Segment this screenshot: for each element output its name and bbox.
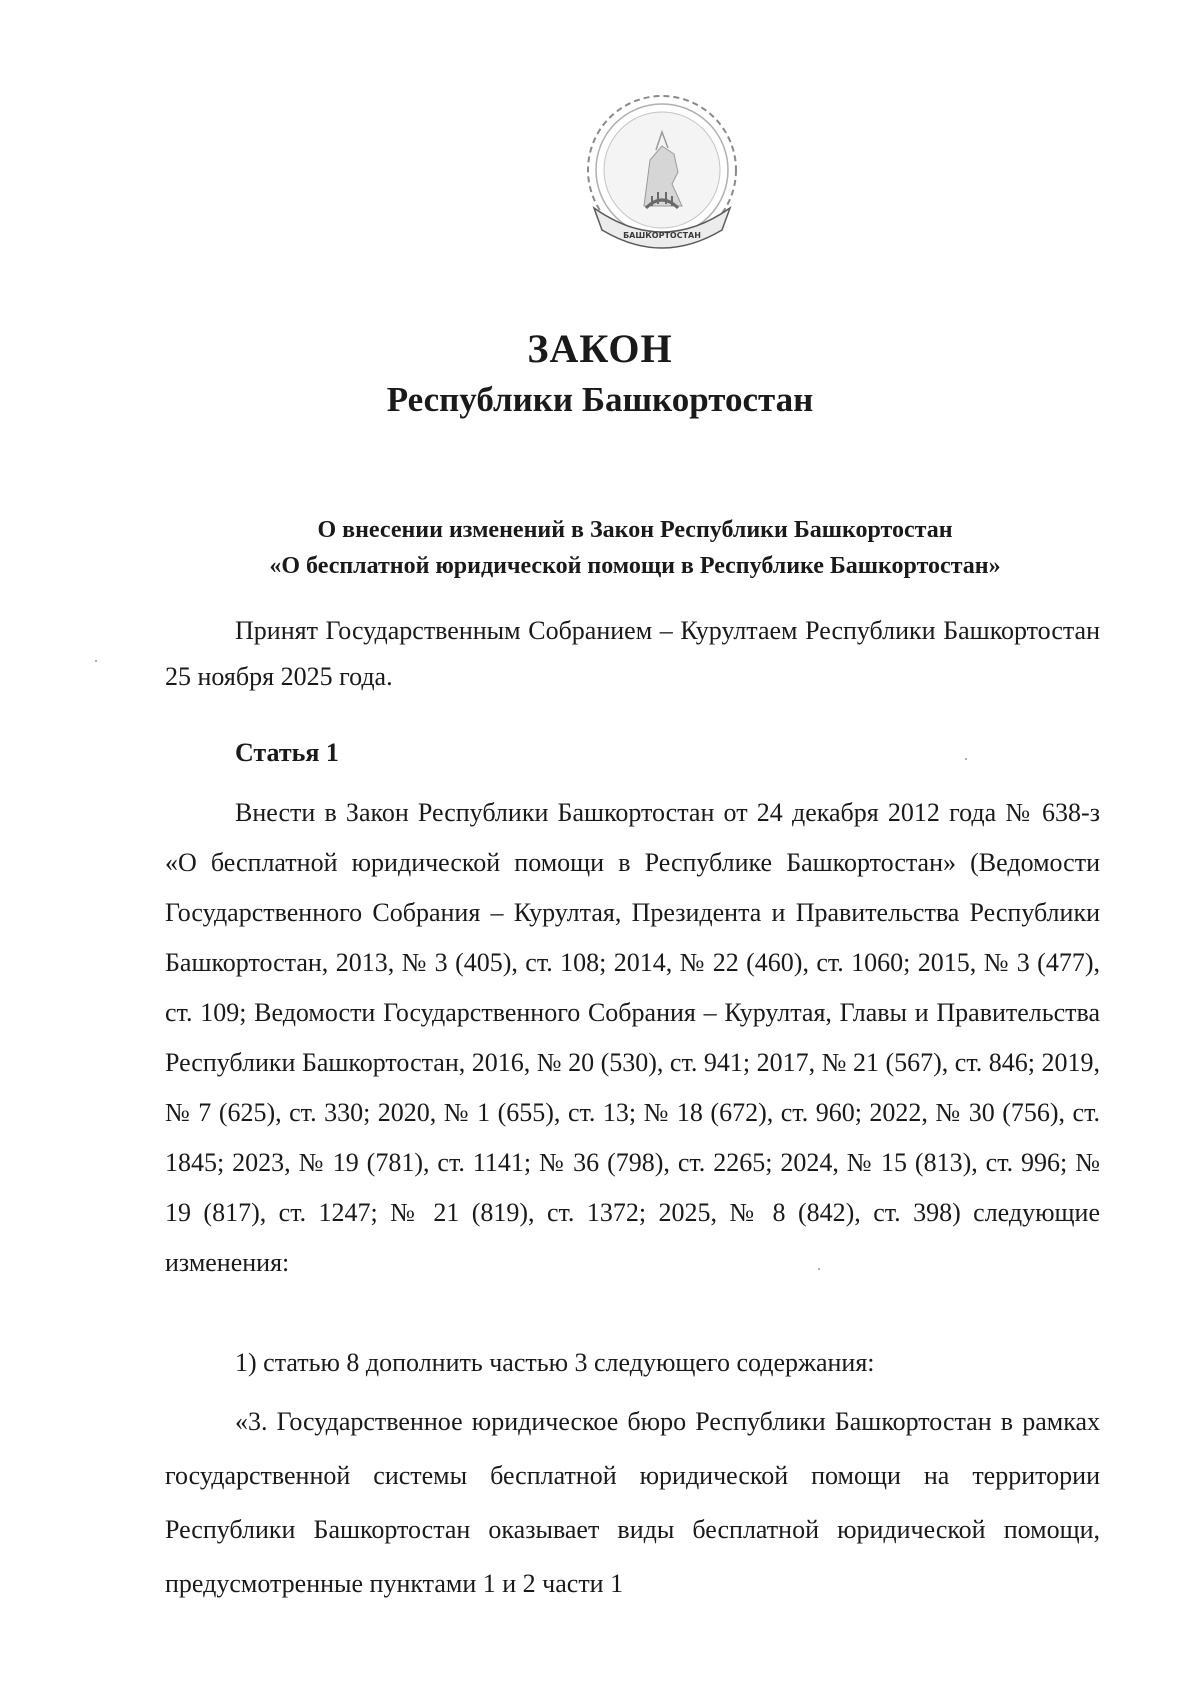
amendment-item-1: 1) статью 8 дополнить частью 3 следующего содержания: — [235, 1348, 875, 1377]
document-subtitle: Республики Башкортостан — [386, 380, 814, 419]
subject-line-1: О внесении изменений в Закон Республики Башкортостан — [317, 517, 953, 543]
emblem-ribbon-text: БАШКОРТОСТАН — [623, 231, 701, 240]
subject-line-2: «О бесплатной юридической помощи в Республике Башкортостан» — [269, 553, 1001, 579]
scan-speck — [95, 660, 97, 662]
scan-speck — [818, 1268, 820, 1270]
coat-of-arms-icon — [572, 88, 752, 268]
scan-speck — [965, 758, 967, 760]
document-title: ЗАКОН — [527, 326, 673, 371]
amendment-quote: «3. Государственное юридическое бюро Республики Башкортостан в рамках государственной системы бесплатной юридической помощи на территории Республики Башкортостан оказывает виды бесплатной юридической помощи, предусмотренные пунктами 1 и 2 части 1 — [165, 1407, 1100, 1598]
adoption-statement: Принят Государственным Собранием – Курултаем Республики Башкортостан 25 ноября 2025 года. — [165, 616, 1100, 691]
article-heading: Статья 1 — [235, 738, 339, 767]
article-paragraph: Внести в Закон Республики Башкортостан от 24 декабря 2012 года № 638-з «О бесплатной юридической помощи в Республике Башкортостан» (Ведомости Государственного Собрания – Курултая, Президента и Правительства Республики Башкортостан, 2013, № 3 (405), ст. 108; 2014, № 22 (460), ст. 1060; 2015, № 3 (477), ст. 109; Ведомости Государственного Собрания – Курултая, Главы и Правительства Республики Башкортостан, 2016, № 20 (530), ст. 941; 2017, № 21 (567), ст. 846; 2019, № 7 (625), ст. 330; 2020, № 1 (655), ст. 13; № 18 (672), ст. 960; 2022, № 30 (756), ст. 1845; 2023, № 19 (781), ст. 1141; № 36 (798), ст. 2265; 2024, № 15 (813), ст. 996; № 19 (817), ст. 1247; № 21 (819), ст. 1372; 2025, № 8 (842), ст. 398) следующие изменения: — [165, 798, 1100, 1277]
law-subject — [150, 512, 1120, 584]
